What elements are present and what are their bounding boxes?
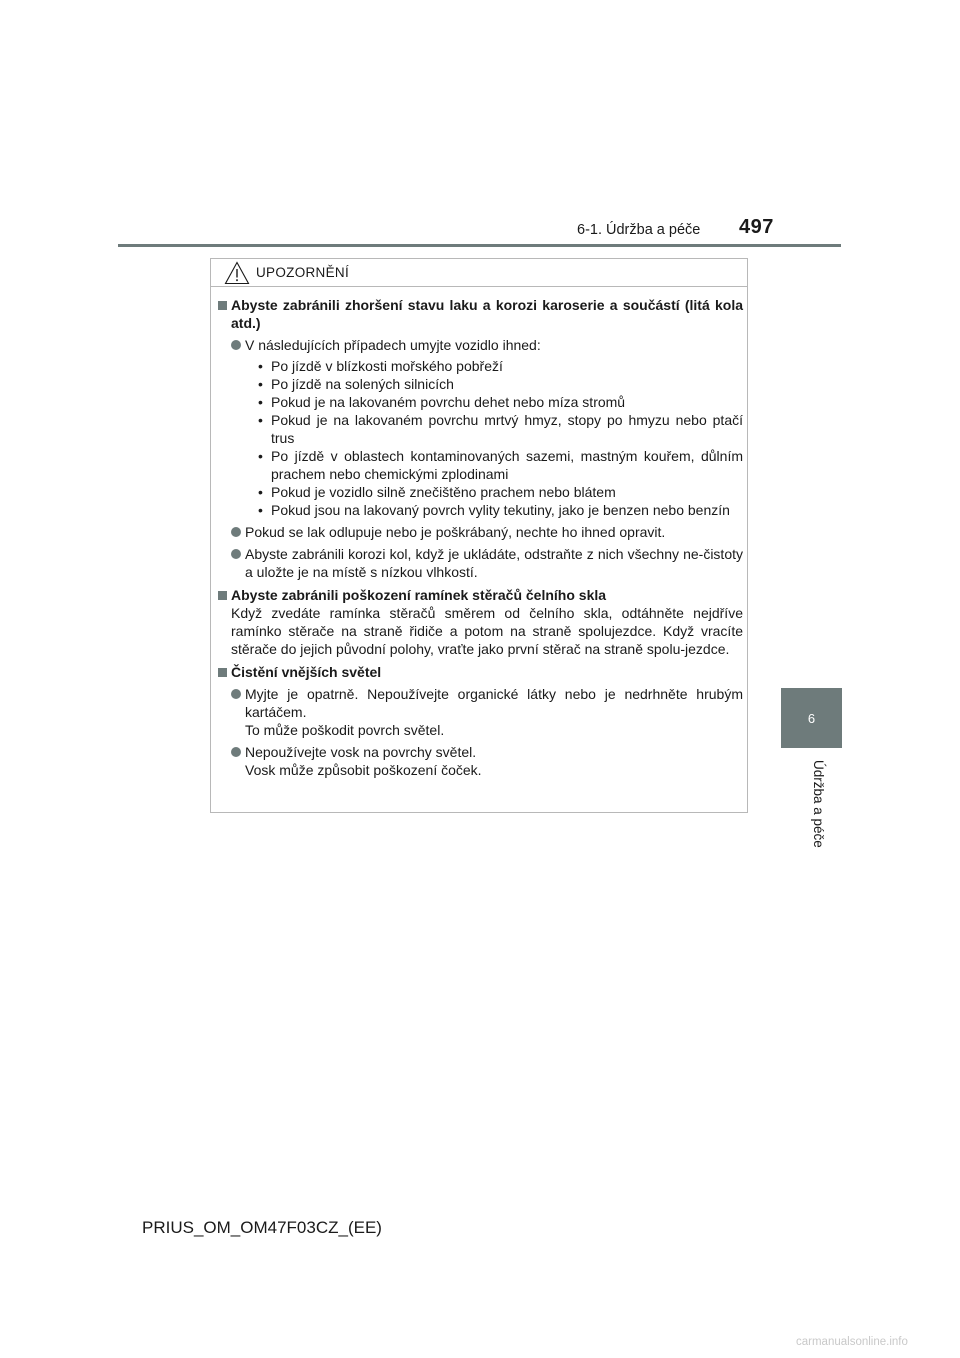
sub-list-item: • Po jízdě na solených silnicích — [258, 376, 454, 392]
section-square-icon — [218, 668, 227, 677]
list-item-text: V následujících případech umyjte vozidlo ihned: — [245, 337, 541, 353]
chapter-tab — [781, 688, 842, 748]
sub-list-item: • Pokud je na lakovaném povrchu mrtvý hmyz, stopy po hmyzu nebo ptačí trus — [258, 412, 743, 446]
section-title: Abyste zabránili poškození ramínek stěračů čelního skla — [231, 587, 607, 603]
bullet-circle-icon — [231, 549, 241, 559]
sub-list-item-text: Po jízdě v blízkosti mořského pobřeží — [271, 358, 503, 374]
sub-list — [245, 357, 743, 519]
bullet-circle-icon — [231, 747, 241, 757]
list-item-text: Nepoužívejte vosk na povrchy světel. — [245, 744, 477, 760]
sub-list-item: • Pokud je vozidlo silně znečištěno prachem nebo blátem — [258, 484, 616, 500]
section-text: Když zvedáte ramínka stěračů směrem od čelního skla, odtáhněte nejdříve ramínko stěrače na straně řidiče a potom na straně spolujezdce. Když vracíte stěrače do jejich původní polohy, vraťte jako první stěrač na straně spolu-jezdce. — [231, 605, 743, 657]
list-item — [231, 545, 743, 581]
sub-list-item-text: Pokud jsou na lakovaný povrch vylity tekutiny, jako je benzen nebo benzín — [271, 502, 730, 518]
list-item — [231, 523, 743, 541]
watermark: carmanualsonline.info — [796, 1336, 908, 1348]
section-square-icon — [218, 301, 227, 310]
header-divider — [118, 244, 841, 247]
list-item — [231, 743, 743, 779]
page-number: 497 — [739, 216, 774, 238]
sub-list-item-text: Pokud je na lakovaném povrchu dehet nebo míza stromů — [271, 394, 626, 410]
bullet-circle-icon — [231, 340, 241, 350]
warning-label: UPOZORNĚNÍ — [256, 265, 350, 280]
sub-list-item: • Po jízdě v blízkosti mořského pobřeží — [258, 358, 503, 374]
list-item-note: Vosk může způsobit poškození čoček. — [245, 762, 482, 778]
list-item-text: Pokud se lak odlupuje nebo je poškrábaný, nechte ho ihned opravit. — [245, 524, 666, 540]
sub-list-item: • Po jízdě v oblastech kontaminovaných sazemi, mastným kouřem, důlním prachem nebo chemickými zplodinami — [258, 448, 743, 482]
warning-section-paint-corrosion — [217, 296, 743, 581]
warning-section-exterior-lights — [217, 663, 743, 779]
chapter-section-title: 6-1. Údržba a péče — [577, 222, 701, 238]
list-item-note: To může poškodit povrch světel. — [245, 722, 445, 738]
list-item — [231, 336, 743, 519]
warning-header — [211, 259, 747, 287]
sub-list-item: • Pokud je na lakovaném povrchu dehet nebo míza stromů — [258, 394, 626, 410]
warning-section-wiper-arms — [217, 586, 743, 658]
sub-list-item: • Pokud jsou na lakovaný povrch vylity tekutiny, jako je benzen nebo benzín — [258, 502, 730, 518]
warning-box — [210, 258, 748, 813]
sub-list-item-text: Po jízdě v oblastech kontaminovaných sazemi, mastným kouřem, důlním prachem nebo chemickými zplodinami — [271, 448, 743, 482]
warning-triangle-icon — [224, 261, 250, 285]
list-item-text: Myjte je opatrně. Nepoužívejte organické látky nebo je nedrhněte hrubým kartáčem. — [245, 686, 743, 720]
section-square-icon — [218, 591, 227, 600]
bullet-circle-icon — [231, 689, 241, 699]
chapter-tab-title: Údržba a péče — [811, 760, 826, 848]
section-title: Abyste zabránili zhoršení stavu laku a korozi karoserie a součástí (litá kola atd.) — [231, 297, 743, 331]
sub-list-item-text: Pokud je na lakovaném povrchu mrtvý hmyz, stopy po hmyzu nebo ptačí trus — [271, 412, 743, 446]
warning-body — [217, 296, 743, 782]
document-code: PRIUS_OM_OM47F03CZ_(EE) — [142, 1218, 382, 1237]
list-item — [231, 685, 743, 739]
section-title: Čistění vnějších světel — [231, 664, 382, 680]
bullet-circle-icon — [231, 527, 241, 537]
sub-list-item-text: Po jízdě na solených silnicích — [271, 376, 454, 392]
chapter-tab-number: 6 — [807, 710, 816, 726]
list-item-text: Abyste zabránili korozi kol, když je ukládáte, odstraňte z nich všechny ne-čistoty a uložte je na místě s nízkou vlhkostí. — [245, 546, 743, 580]
sub-list-item-text: Pokud je vozidlo silně znečištěno prachem nebo blátem — [271, 484, 616, 500]
